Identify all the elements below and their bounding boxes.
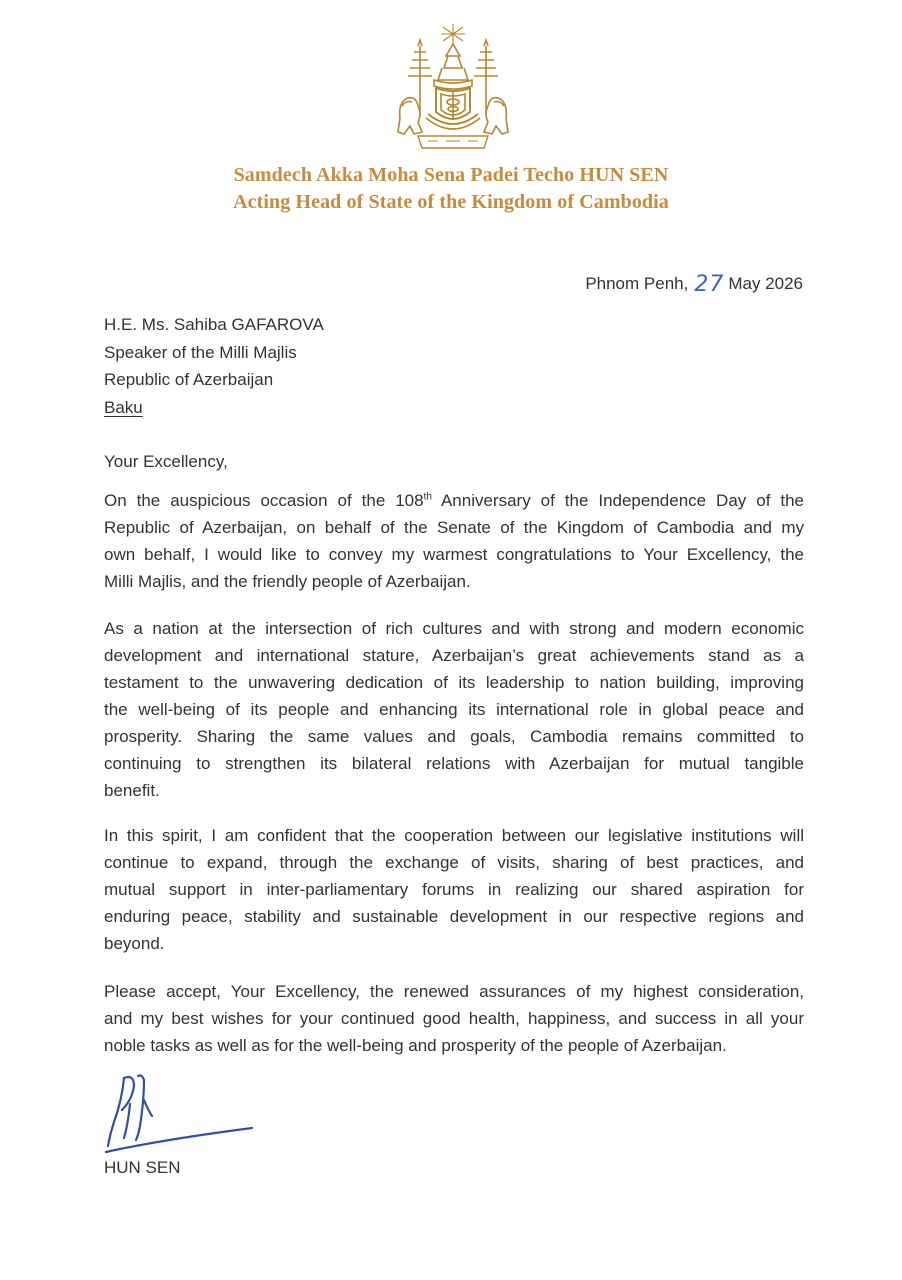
salutation: Your Excellency, bbox=[104, 452, 228, 471]
paragraph-line: In this spirit, I am confident that the cooperation between our legislative institutions will bbox=[104, 826, 804, 845]
recipient-name: H.E. Ms. Sahiba GAFAROVA bbox=[104, 315, 324, 334]
recipient-city: Baku bbox=[104, 397, 143, 417]
paragraph-line: enduring peace, stability and sustainable development in our respective regions and bbox=[104, 907, 804, 926]
paragraph-line: noble tasks as well as for the well-being and prosperity of the people of Azerbaijan. bbox=[104, 1036, 727, 1055]
paragraph-line bbox=[104, 487, 804, 514]
text-segment: On the auspicious occasion of the 108 bbox=[104, 491, 424, 510]
royal-arms-of-cambodia-icon bbox=[388, 22, 518, 154]
paragraph-line: Milli Majlis, and the friendly people of Azerbaijan. bbox=[104, 572, 471, 591]
ordinal-suffix: th bbox=[423, 491, 432, 503]
recipient-position: Speaker of the Milli Majlis bbox=[104, 342, 297, 362]
date-day-handwritten: 27 bbox=[694, 272, 725, 297]
paragraph-line: benefit. bbox=[104, 781, 160, 800]
paragraph-line: Please accept, Your Excellency, the renewed assurances of my highest consideration, bbox=[104, 982, 804, 1001]
recipient-address bbox=[104, 311, 324, 421]
paragraph-line: mutual support in inter-parliamentary forums in realizing our shared aspiration for bbox=[104, 880, 804, 899]
paragraph-line: testament to the unwavering dedication of its leadership to nation building, improving bbox=[104, 673, 804, 692]
handwritten-signature-icon bbox=[100, 1070, 260, 1160]
paragraph-line: continue to expand, through the exchange of visits, sharing of best practices, and bbox=[104, 853, 804, 872]
letter-date bbox=[585, 270, 803, 295]
paragraph-cooperation bbox=[104, 822, 804, 957]
paragraph-achievements bbox=[104, 615, 804, 804]
letterhead-title: Acting Head of State of the Kingdom of Cambodia bbox=[233, 191, 669, 213]
signer-name: HUN SEN bbox=[104, 1158, 181, 1177]
recipient-country: Republic of Azerbaijan bbox=[104, 370, 274, 389]
letterhead-name: Samdech Akka Moha Sena Padei Techo HUN SEN bbox=[233, 164, 669, 186]
paragraph-line: beyond. bbox=[104, 934, 165, 953]
paragraph-line: development and international stature, Azerbaijan’s great achievements stand as a bbox=[104, 646, 804, 665]
paragraph-line: own behalf, I would like to convey my warmest congratulations to Your Excellency, the bbox=[104, 545, 804, 564]
paragraph-line: Republic of Azerbaijan, on behalf of the Senate of the Kingdom of Cambodia and my bbox=[104, 518, 804, 537]
date-month-year: May 2026 bbox=[728, 274, 803, 293]
paragraph-closing bbox=[104, 978, 804, 1059]
date-place: Phnom Penh, bbox=[585, 274, 689, 293]
text-segment: Anniversary of the Independence Day of the bbox=[431, 491, 804, 510]
paragraph-congratulations bbox=[104, 487, 804, 595]
paragraph-line: prosperity. Sharing the same values and goals, Cambodia remains committed to bbox=[104, 727, 804, 746]
paragraph-line: continuing to strengthen its bilateral relations with Azerbaijan for mutual tangible bbox=[104, 754, 804, 773]
paragraph-line: the well-being of its people and enhancing its international role in global peace and bbox=[104, 700, 804, 719]
paragraph-line: and my best wishes for your continued good health, happiness, and success in all your bbox=[104, 1009, 804, 1028]
paragraph-line: As a nation at the intersection of rich cultures and with strong and modern economic bbox=[104, 619, 804, 638]
